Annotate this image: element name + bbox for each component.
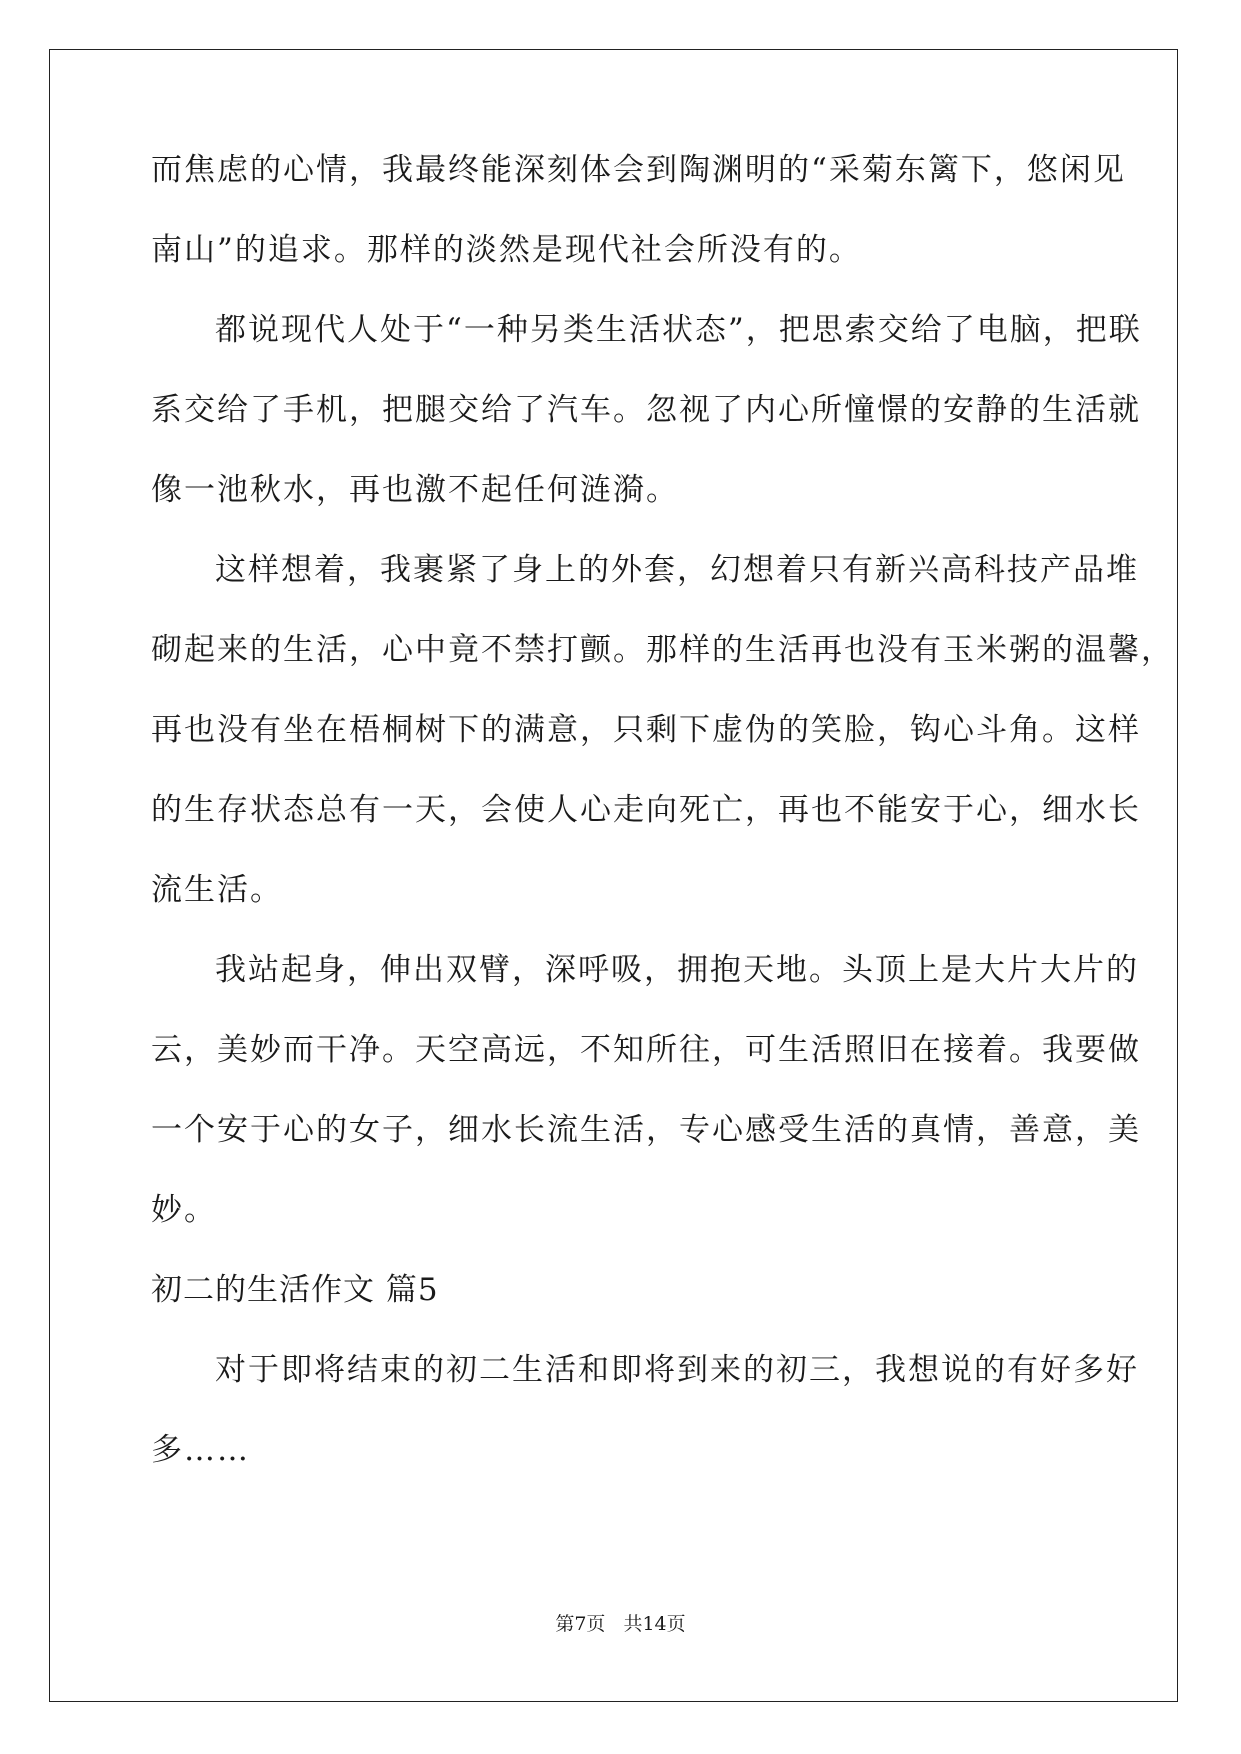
body-line: 这样想着，我裹紧了身上的外套，幻想着只有新兴高科技产品堆 (215, 552, 1139, 588)
body-line: 我站起身，伸出双臂，深呼吸，拥抱天地。头顶上是大片大片的 (215, 952, 1139, 988)
page-number: 第7页 (555, 1613, 606, 1635)
body-line: 妙。 (151, 1192, 217, 1228)
body-line: 多…… (151, 1432, 250, 1468)
body-line: 流生活。 (151, 872, 283, 908)
body-line: 对于即将结束的初二生活和即将到来的初三，我想说的有好多好 (215, 1352, 1139, 1388)
body-line: 系交给了手机，把腿交给了汽车。忽视了内心所憧憬的安静的生活就 (151, 392, 1141, 428)
body-line: 一个安于心的女子，细水长流生活，专心感受生活的真情，善意，美 (151, 1112, 1141, 1148)
body-line: 再也没有坐在梧桐树下的满意，只剩下虚伪的笑脸，钩心斗角。这样 (151, 712, 1141, 748)
body-line: 而焦虑的心情，我最终能深刻体会到陶渊明的“采菊东篱下，悠闲见 (151, 152, 1126, 188)
page-footer (0, 1612, 1241, 1636)
body-line: 像一池秋水，再也激不起任何涟漪。 (151, 472, 679, 508)
body-line: 南山”的追求。那样的淡然是现代社会所没有的。 (151, 232, 862, 268)
document-body (151, 150, 1174, 1510)
body-line: 的生存状态总有一天，会使人心走向死亡，再也不能安于心，细水长 (151, 792, 1141, 828)
section-heading: 初二的生活作文 篇5 (151, 1272, 439, 1308)
page-total: 共14页 (623, 1613, 686, 1635)
body-line: 砌起来的生活，心中竟不禁打颤。那样的生活再也没有玉米粥的温馨， (151, 632, 1174, 668)
body-line: 云，美妙而干净。天空高远，不知所往，可生活照旧在接着。我要做 (151, 1032, 1141, 1068)
body-line: 都说现代人处于“一种另类生活状态”，把思索交给了电脑，把联 (215, 312, 1142, 348)
